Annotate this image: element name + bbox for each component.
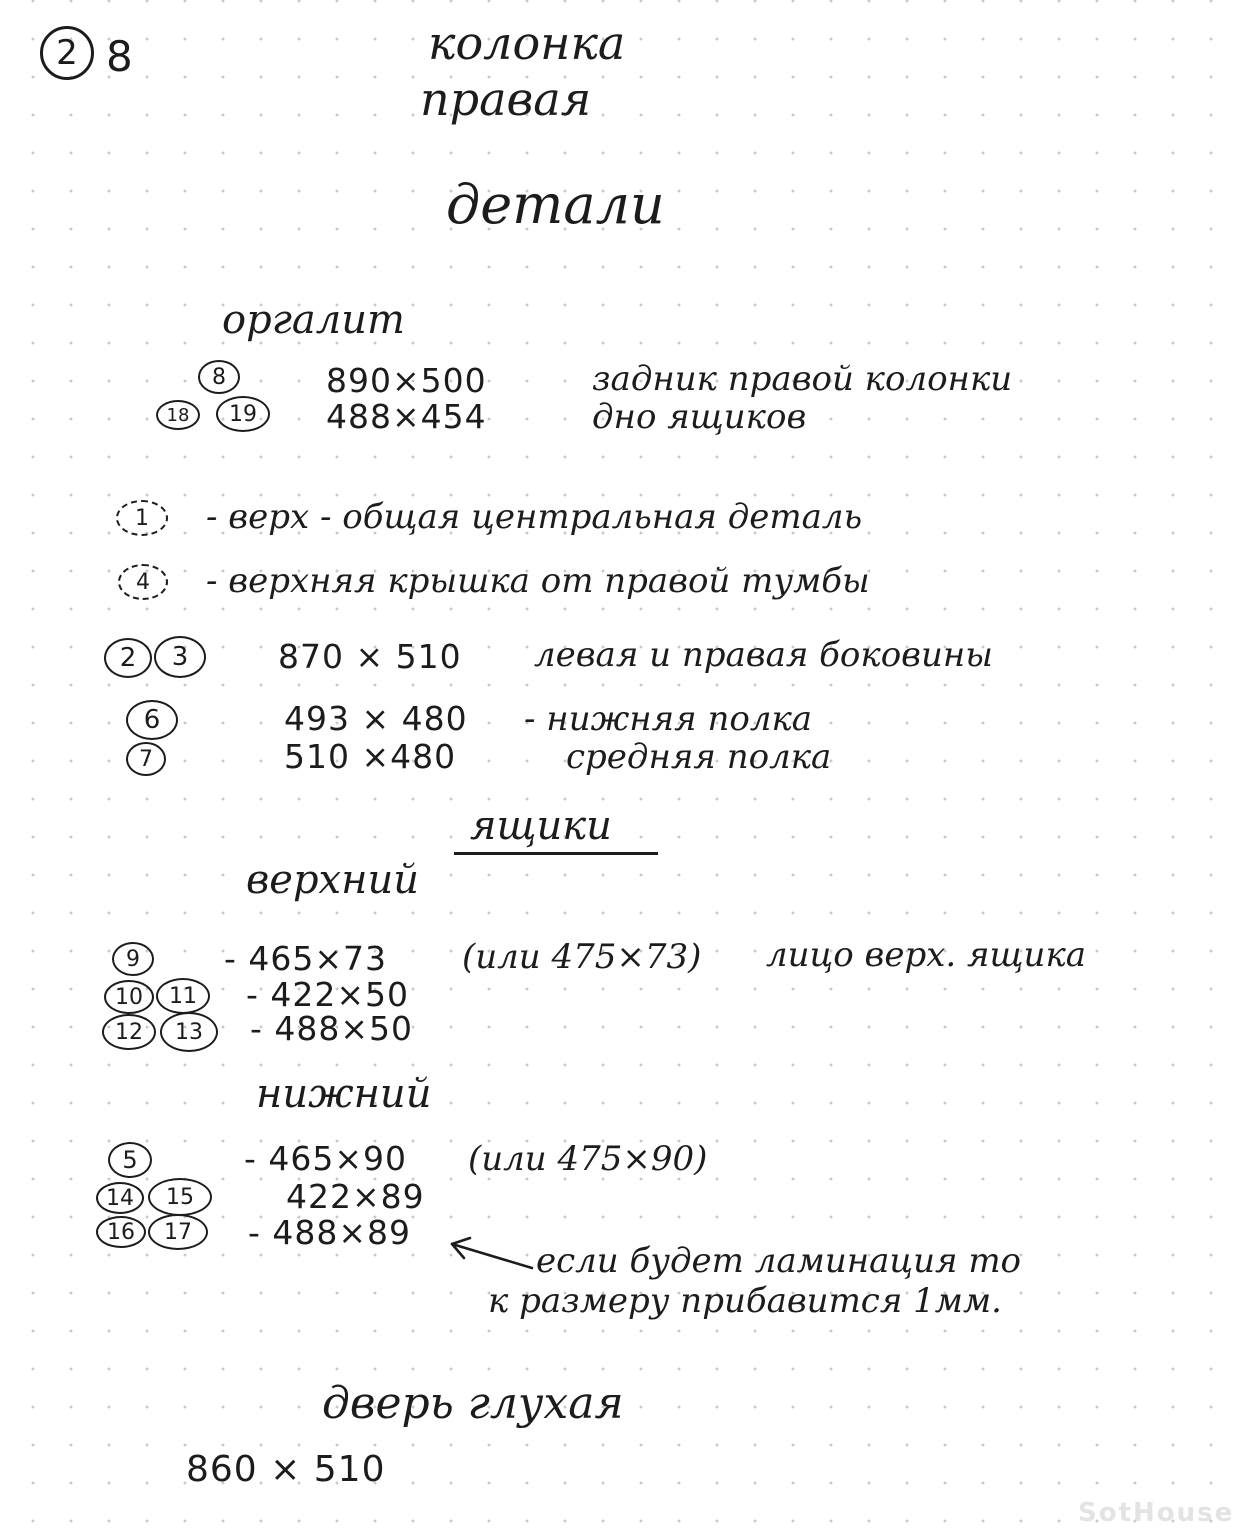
- detail-desc-4: средняя полка: [566, 737, 832, 777]
- part-10-marker: 10: [104, 980, 154, 1014]
- part-4-marker: 4: [118, 564, 168, 600]
- part-9-marker: 9: [112, 942, 154, 976]
- door-size: 860 × 510: [186, 1449, 386, 1490]
- part-6-marker: 6: [126, 700, 178, 740]
- part-17-marker: 17: [148, 1214, 208, 1250]
- lower-size-0: - 465×90: [244, 1139, 408, 1178]
- detail-size-2: 870 × 510: [278, 637, 462, 676]
- part-14-marker: 14: [96, 1182, 144, 1214]
- part-18-marker: 18: [156, 400, 200, 430]
- part-11-marker: 11: [156, 978, 210, 1014]
- lower-size-1: 422×89: [286, 1177, 425, 1216]
- upper-size-1: - 422×50: [246, 975, 410, 1014]
- lower-drawer-heading: нижний: [256, 1071, 432, 1117]
- sheet-badge: 2: [40, 26, 94, 80]
- detail-desc-0: - верх - общая центральная деталь: [206, 497, 863, 537]
- lamination-note-line1: если будет ламинация то: [536, 1241, 1022, 1281]
- detail-desc-3: - нижняя полка: [524, 699, 813, 739]
- part-19-marker: 19: [216, 396, 270, 432]
- part-2-marker: 2: [104, 638, 152, 678]
- detail-size-3: 493 × 480: [284, 699, 468, 738]
- part-16-marker: 16: [96, 1216, 146, 1248]
- orgalit-desc-0: задник правой колонки: [592, 359, 1013, 399]
- page-title-line1: колонка: [428, 16, 626, 70]
- arrow-left-icon: [446, 1232, 536, 1276]
- upper-desc-0: лицо верх. ящика: [766, 935, 1087, 975]
- part-13-marker: 13: [160, 1012, 218, 1052]
- lamination-note-line2: к размеру прибавится 1мм.: [488, 1281, 1002, 1321]
- detail-desc-2: левая и правая боковины: [534, 635, 993, 675]
- part-12-marker: 12: [102, 1014, 156, 1050]
- upper-drawer-heading: верхний: [246, 857, 419, 903]
- orgalit-desc-1: дно ящиков: [592, 397, 807, 437]
- part-1-marker: 1: [116, 500, 168, 536]
- watermark: SotHouse: [1078, 1498, 1235, 1528]
- part-15-marker: 15: [148, 1178, 212, 1216]
- lower-size-2: - 488×89: [248, 1213, 412, 1252]
- part-5-marker: 5: [108, 1142, 152, 1178]
- upper-alt-0: (или 475×73): [462, 937, 702, 977]
- orgalit-size-0: 890×500: [326, 361, 487, 400]
- door-heading: дверь глухая: [322, 1378, 624, 1429]
- section-title: детали: [446, 173, 665, 236]
- upper-size-2: - 488×50: [250, 1009, 414, 1048]
- sheet-number: 8: [106, 32, 134, 81]
- drawers-heading: ящики: [470, 803, 612, 849]
- detail-size-4: 510 ×480: [284, 737, 457, 776]
- upper-size-0: - 465×73: [224, 939, 388, 978]
- part-3-marker: 3: [154, 636, 206, 678]
- part-8-marker: 8: [198, 360, 240, 394]
- detail-desc-1: - верхняя крышка от правой тумбы: [206, 561, 870, 601]
- orgalit-size-1: 488×454: [326, 397, 487, 436]
- part-7-marker: 7: [126, 742, 166, 776]
- lower-alt-0: (или 475×90): [468, 1139, 708, 1179]
- drawers-heading-underline: [454, 852, 658, 855]
- orgalit-heading: оргалит: [222, 297, 405, 343]
- page-title-line2: правая: [420, 72, 592, 126]
